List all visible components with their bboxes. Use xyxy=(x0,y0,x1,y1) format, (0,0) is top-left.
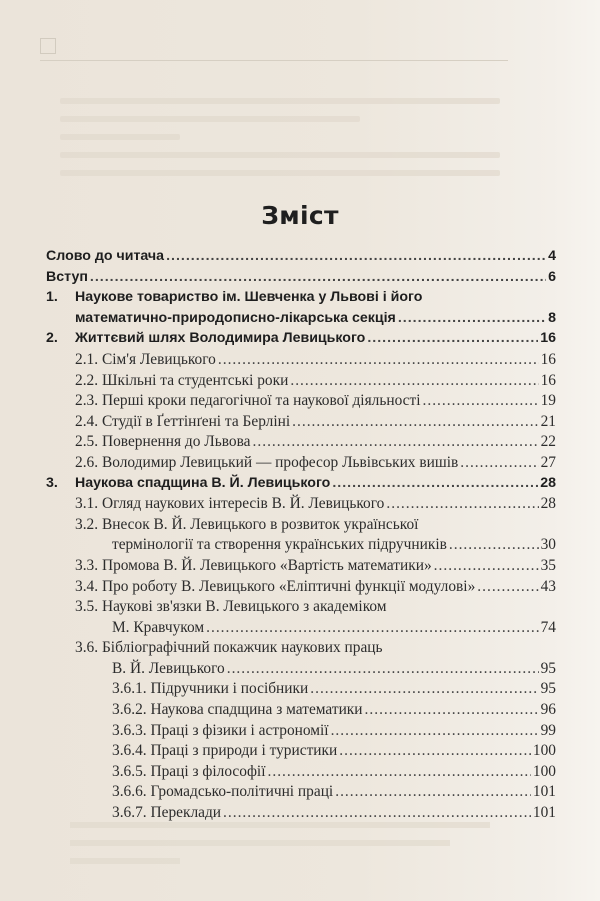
ghost-line xyxy=(70,858,180,864)
toc-entry-page: 22 xyxy=(540,433,556,451)
toc-entry-number: 3.6.3. xyxy=(112,721,147,739)
toc-entry-number: 3.6.4. xyxy=(112,742,147,760)
toc-entry-page: 96 xyxy=(540,701,556,719)
toc-entry-number: 3. xyxy=(46,474,58,491)
leader-dots xyxy=(218,351,539,369)
toc-entry-number: 2.5. xyxy=(75,433,99,451)
leader-dots xyxy=(90,269,546,285)
toc-entry[interactable] xyxy=(46,763,556,784)
toc-entry[interactable] xyxy=(46,330,556,351)
toc-entry-label: Переклади xyxy=(150,804,222,822)
toc-entry[interactable] xyxy=(46,433,556,454)
toc-entry-page: 100 xyxy=(532,742,556,760)
page-title: Зміст xyxy=(261,201,339,230)
toc-entry[interactable] xyxy=(46,413,556,434)
toc-entry-page: 35 xyxy=(540,556,556,574)
toc-entry-label: Підручники і посібники xyxy=(150,680,309,698)
leader-dots xyxy=(449,536,539,554)
toc-entry-number: 3.3. xyxy=(75,556,99,574)
ghost-page-number-box xyxy=(40,38,56,54)
toc-entry-label: Слово до читача xyxy=(46,248,165,264)
toc-entry-label: Студії в Ґеттінґені та Берліні xyxy=(101,412,291,430)
toc-entry-page: 74 xyxy=(540,618,556,636)
leader-dots xyxy=(268,763,531,781)
toc-entry-page: 28 xyxy=(540,474,556,491)
toc-entry[interactable] xyxy=(46,598,556,619)
toc-entry-label: математично-природописно-лікарська секція xyxy=(75,309,396,326)
toc-entry[interactable] xyxy=(46,783,556,804)
toc-entry-label: термінології та створення українських підручників xyxy=(112,536,447,554)
toc-entry-page: 99 xyxy=(540,721,556,739)
toc-entry-label: Бібліографічний покажчик наукових праць xyxy=(101,639,383,657)
toc-entry[interactable] xyxy=(46,475,556,496)
toc-entry-label: Наукове товариство ім. Шевченка у Львові і його xyxy=(75,289,423,306)
toc-entry-page: 27 xyxy=(540,453,556,471)
leader-dots xyxy=(227,660,539,678)
table-of-contents xyxy=(46,248,556,825)
toc-entry-page: 21 xyxy=(540,412,556,430)
leader-dots xyxy=(290,372,538,390)
toc-entry[interactable] xyxy=(46,248,556,269)
toc-entry-page: 8 xyxy=(548,309,556,326)
toc-entry[interactable] xyxy=(46,495,556,516)
toc-entry[interactable] xyxy=(46,557,556,578)
toc-entry-label: Наукові зв'язки В. Левицького з академіком xyxy=(101,598,387,616)
leader-dots xyxy=(339,742,531,760)
toc-entry-label: Сім'я Левицького xyxy=(101,350,216,368)
leader-dots xyxy=(292,413,538,431)
toc-entry-number: 2.4. xyxy=(75,412,99,430)
toc-entry-page: 43 xyxy=(540,577,556,595)
ghost-header-rule xyxy=(40,60,508,61)
toc-entry-number: 3.6.6. xyxy=(112,783,147,801)
toc-entry[interactable] xyxy=(46,680,556,701)
toc-entry[interactable] xyxy=(46,742,556,763)
show-through-text xyxy=(0,0,600,200)
toc-entry-continuation[interactable] xyxy=(46,536,556,557)
toc-entry-number: 3.6. xyxy=(75,639,99,657)
toc-entry-page: 4 xyxy=(548,248,556,264)
ghost-line xyxy=(70,840,450,846)
leader-dots xyxy=(398,310,546,326)
toc-entry-number: 3.5. xyxy=(75,598,99,616)
toc-entry[interactable] xyxy=(46,289,556,310)
toc-entry-number: 3.2. xyxy=(75,515,99,533)
toc-entry-continuation[interactable] xyxy=(46,310,556,331)
leader-dots xyxy=(434,557,539,575)
toc-entry[interactable] xyxy=(46,392,556,413)
toc-entry-page: 95 xyxy=(540,680,556,698)
leader-dots xyxy=(206,619,538,637)
toc-entry-number: 3.6.2. xyxy=(112,701,147,719)
ghost-line xyxy=(60,98,500,104)
toc-entry-label: Життєвий шлях Володимира Левицького xyxy=(75,330,366,347)
toc-entry-page: 16 xyxy=(540,330,556,347)
toc-entry[interactable] xyxy=(46,351,556,372)
toc-entry-page: 101 xyxy=(532,804,556,822)
toc-entry-page: 6 xyxy=(548,268,556,285)
leader-dots xyxy=(223,804,531,822)
toc-entry[interactable] xyxy=(46,804,556,825)
toc-entry-label: Громадсько-політичні праці xyxy=(150,783,334,801)
toc-entry-number: 2.3. xyxy=(75,392,99,410)
toc-entry-number: 3.1. xyxy=(75,495,99,513)
toc-entry[interactable] xyxy=(46,701,556,722)
toc-entry-page: 16 xyxy=(540,350,556,368)
toc-entry-label: Наукова спадщина з математики xyxy=(150,701,363,719)
toc-entry-label: Огляд наукових інтересів В. Й. Левицького xyxy=(101,495,385,513)
toc-entry-page: 19 xyxy=(540,392,556,410)
toc-entry-label: В. Й. Левицького xyxy=(112,659,225,677)
toc-entry-label: Вступ xyxy=(46,268,88,285)
toc-entry-number: 3.4. xyxy=(75,577,99,595)
toc-entry[interactable] xyxy=(46,722,556,743)
toc-entry-label: Повернення до Львова xyxy=(101,433,251,451)
toc-entry-label: Праці з філософії xyxy=(150,762,266,780)
leader-dots xyxy=(335,783,531,801)
toc-entry-label: М. Кравчуком xyxy=(112,618,205,636)
toc-entry-number: 2. xyxy=(46,330,58,347)
ghost-line xyxy=(60,152,500,158)
toc-entry-number: 1. xyxy=(46,289,58,306)
toc-entry-continuation[interactable] xyxy=(46,660,556,681)
leader-dots xyxy=(477,578,538,596)
toc-entry-label: Шкільні та студентські роки xyxy=(101,371,289,389)
toc-entry-page: 16 xyxy=(540,371,556,389)
leader-dots xyxy=(253,433,539,451)
leader-dots xyxy=(460,454,538,472)
leader-dots xyxy=(423,392,539,410)
toc-entry-number: 2.6. xyxy=(75,453,99,471)
toc-entry-number: 2.2. xyxy=(75,371,99,389)
toc-entry-page: 101 xyxy=(532,783,556,801)
toc-entry[interactable] xyxy=(46,639,556,660)
toc-entry-label: Перші кроки педагогічної та наукової діяльності xyxy=(101,392,421,410)
show-through-text-bottom xyxy=(70,822,490,864)
leader-dots xyxy=(166,248,546,264)
ghost-line xyxy=(60,170,500,176)
leader-dots xyxy=(332,475,538,491)
toc-entry-label: Про роботу В. Левицького «Еліптичні функції модулові» xyxy=(101,577,476,595)
toc-entry[interactable] xyxy=(46,454,556,475)
toc-entry-number: 3.6.1. xyxy=(112,680,147,698)
toc-entry[interactable] xyxy=(46,516,556,537)
leader-dots xyxy=(310,680,538,698)
toc-entry-label: Володимир Левицький — професор Львівських вишів xyxy=(101,453,459,471)
ghost-line xyxy=(60,134,180,140)
toc-entry-page: 100 xyxy=(532,762,556,780)
toc-entry-label: Промова В. Й. Левицького «Вартість математики» xyxy=(101,556,432,574)
toc-entry-label: Праці з фізики і астрономії xyxy=(150,721,329,739)
toc-entry-number: 3.6.5. xyxy=(112,762,147,780)
toc-entry-label: Праці з природи і туристики xyxy=(150,742,338,760)
leader-dots xyxy=(386,495,538,513)
leader-dots xyxy=(365,701,539,719)
toc-entry-page: 30 xyxy=(540,536,556,554)
leader-dots xyxy=(367,330,538,346)
toc-entry-number: 3.6.7. xyxy=(112,804,147,822)
toc-entry[interactable] xyxy=(46,269,556,290)
ghost-line xyxy=(60,116,360,122)
toc-entry-label: Внесок В. Й. Левицького в розвиток української xyxy=(101,515,419,533)
toc-entry[interactable] xyxy=(46,578,556,599)
toc-entry-page: 28 xyxy=(540,495,556,513)
toc-entry-page: 95 xyxy=(540,659,556,677)
toc-entry-label: Наукова спадщина В. Й. Левицького xyxy=(75,474,331,491)
toc-entry-continuation[interactable] xyxy=(46,619,556,640)
toc-entry-number: 2.1. xyxy=(75,350,99,368)
toc-entry[interactable] xyxy=(46,372,556,393)
leader-dots xyxy=(331,722,539,740)
